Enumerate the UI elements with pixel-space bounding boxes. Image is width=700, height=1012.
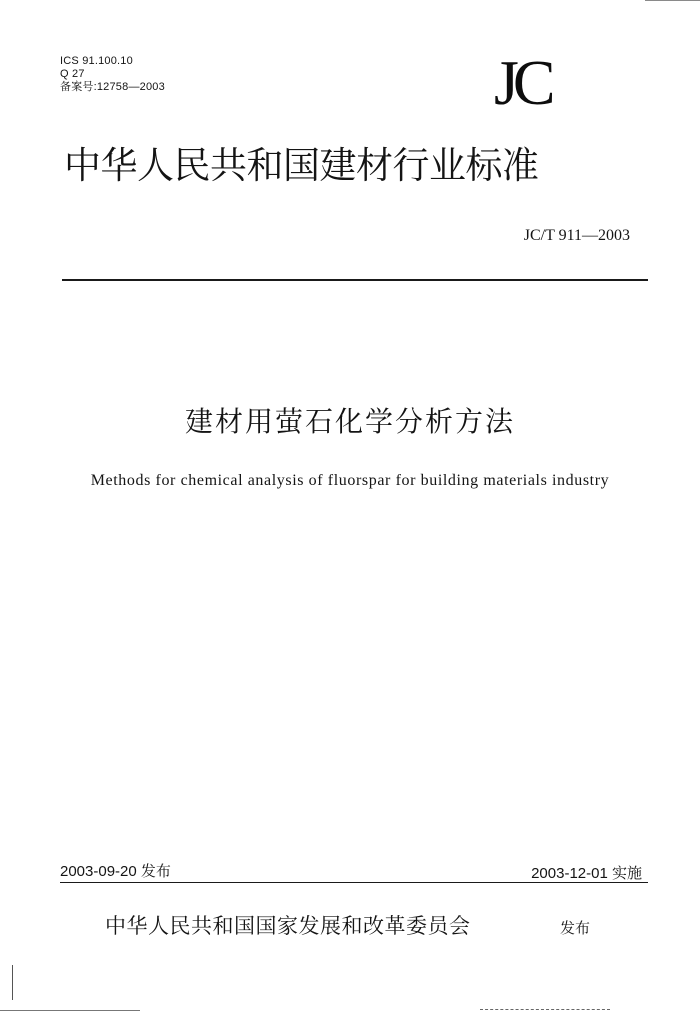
header-divider	[62, 279, 648, 281]
filing-number: 备案号:12758—2003	[60, 81, 165, 93]
issue-date-line	[60, 862, 171, 882]
issuing-label: 发布	[560, 919, 591, 937]
scan-artifact-line	[0, 1010, 140, 1011]
effective-label: 实施	[611, 865, 642, 882]
issue-label: 发布	[140, 863, 171, 880]
ics-code: ICS 91.100.10	[60, 55, 133, 67]
effective-date: 2003-12-01	[531, 865, 608, 882]
classification-block	[60, 55, 165, 94]
scan-edge-line	[645, 0, 700, 1]
standard-category: 中华人民共和国建材行业标准	[64, 144, 539, 187]
issue-date: 2003-09-20	[60, 863, 137, 880]
standard-number: JC/T 911—2003	[523, 227, 630, 244]
jc-logo: JC	[494, 47, 550, 118]
scan-artifact-dash	[480, 1009, 610, 1010]
effective-date-line	[531, 864, 642, 884]
scan-artifact-line	[12, 965, 13, 1000]
ccs-code: Q 27	[60, 68, 85, 80]
issuing-authority: 中华人民共和国国家发展和改革委员会	[105, 914, 471, 938]
footer-divider	[60, 882, 648, 883]
document-title-en: Methods for chemical analysis of fluorspar for building materials industry	[90, 472, 610, 489]
document-title-cn: 建材用萤石化学分析方法	[184, 405, 515, 438]
